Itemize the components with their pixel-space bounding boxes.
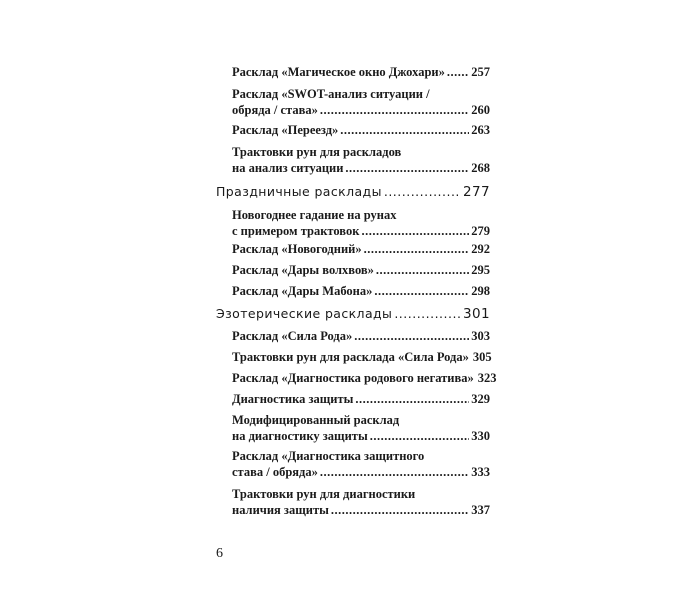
toc-entry-page: 305	[472, 350, 492, 364]
toc-leader-dots	[364, 241, 470, 257]
toc-entry-title: Расклад «Дары волхвов»	[232, 263, 374, 277]
toc-entry-protection-diagnostics	[232, 391, 490, 407]
toc-entry-gifts-of-magi	[232, 262, 490, 278]
toc-section-page: 301	[463, 306, 490, 322]
toc-entry-page: 260	[471, 103, 490, 117]
toc-leader-dots	[345, 160, 469, 176]
toc-entry-title: Расклад «Новогодний»	[232, 242, 362, 256]
toc-entry-title-line: Расклад «SWOT-анализ ситуации /	[232, 87, 430, 101]
toc-entry-rune-interpretations-protection	[232, 486, 490, 518]
toc-leader-dots	[376, 262, 469, 278]
toc-entry-page: 279	[471, 224, 490, 238]
toc-leader-dots	[384, 184, 461, 200]
toc-entry-title-line: Модифицированный расклад	[232, 413, 400, 427]
toc-entry-rune-interpretations-analysis	[232, 144, 490, 176]
toc-leader-dots	[374, 283, 469, 299]
toc-entry-page: 329	[471, 392, 490, 406]
toc-entry-title-line: Трактовки рун для диагностики	[232, 487, 416, 501]
toc-entry-title-line: Новогоднее гадание на рунах	[232, 208, 397, 222]
toc-entry-page: 263	[471, 123, 490, 137]
toc-entry-ancestral-negativity	[232, 370, 497, 386]
toc-entry-title: обряда / става»	[232, 103, 318, 117]
toc-entry-page: 268	[471, 161, 490, 175]
toc-section-page: 277	[463, 184, 490, 200]
toc-entry-title: Расклад «Сила Рода»	[232, 329, 353, 343]
page-number: 6	[216, 546, 223, 561]
toc-entry-title: с примером трактовок	[232, 224, 360, 238]
toc-entry-power-of-kin	[232, 328, 490, 344]
toc-entry-title-line: Расклад «Диагностика защитного	[232, 449, 425, 463]
toc-entry-page: 303	[471, 329, 490, 343]
toc-leader-dots	[320, 102, 469, 118]
toc-entry-new-year-spread	[232, 241, 490, 257]
toc-leader-dots	[361, 223, 469, 239]
toc-section-esoteric-spreads	[216, 306, 490, 322]
toc-entry-title: Расклад «Диагностика родового негатива»	[232, 371, 474, 385]
toc-entry-title-line: Трактовки рун для раскладов	[232, 145, 402, 159]
toc-entry-page: 257	[471, 65, 490, 79]
toc-leader-dots	[331, 502, 469, 518]
toc-leader-dots	[320, 464, 469, 480]
toc-entry-moving	[232, 122, 490, 138]
toc-entry-modified-spread	[232, 412, 490, 444]
toc-entry-title: Расклад «Магическое окно Джохари»	[232, 65, 445, 79]
toc-section-holiday-spreads	[216, 184, 490, 200]
toc-entry-swot-analysis	[232, 86, 490, 118]
toc-entry-page: 295	[471, 263, 490, 277]
toc-leader-dots	[447, 64, 469, 80]
toc-entry-title: става / обряда»	[232, 465, 318, 479]
toc-entry-title: наличия защиты	[232, 503, 329, 517]
toc-entry-page: 292	[471, 242, 490, 256]
toc-leader-dots	[370, 428, 470, 444]
toc-entry-title: Расклад «Переезд»	[232, 123, 339, 137]
toc-entry-title: Расклад «Дары Мабона»	[232, 284, 373, 298]
toc-section-title: Эзотерические расклады	[216, 306, 393, 321]
toc-entry-title: Диагностика защиты	[232, 392, 354, 406]
toc-entry-title: на анализ ситуации	[232, 161, 344, 175]
toc-entry-page: 330	[471, 429, 490, 443]
toc-entry-page: 337	[471, 503, 490, 517]
toc-leader-dots	[340, 122, 469, 138]
toc-entry-page: 323	[477, 371, 497, 385]
toc-leader-dots	[394, 306, 461, 322]
toc-entry-title: Трактовки рун для расклада «Сила Рода»	[232, 350, 469, 364]
toc-entry-page: 333	[471, 465, 490, 479]
toc-leader-dots	[355, 391, 469, 407]
toc-entry-protective-ritual-diagnostics	[232, 448, 490, 480]
toc-section-title: Праздничные расклады	[216, 184, 382, 199]
toc-entry-new-year-divination	[232, 207, 490, 239]
toc-leader-dots	[354, 328, 469, 344]
toc-entry-rune-interpretations-power-of-kin	[232, 349, 490, 365]
toc-entry-johari-window	[232, 64, 490, 80]
toc-entry-page: 298	[471, 284, 490, 298]
toc-entry-gifts-of-mabon	[232, 283, 490, 299]
toc-entry-title: на диагностику защиты	[232, 429, 368, 443]
